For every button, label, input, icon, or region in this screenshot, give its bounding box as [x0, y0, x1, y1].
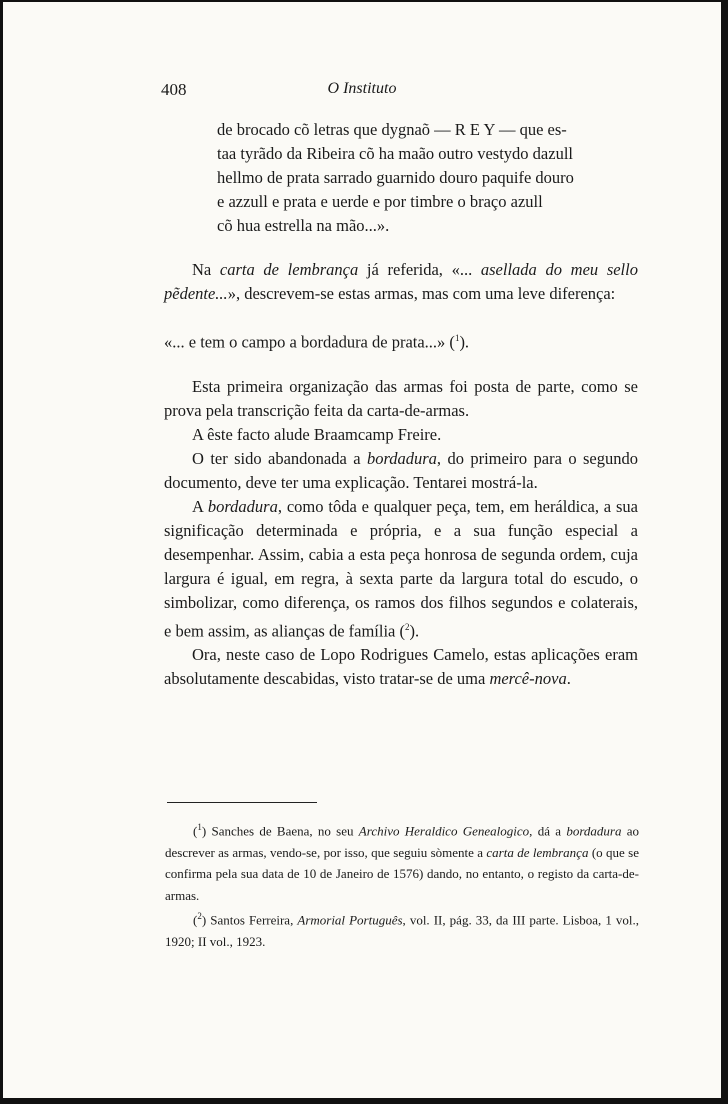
paragraph-carta-de-lembranca: Na carta de lembrança já referida, «... asellada do meu sello pẽdente...», descrevem-se estas armas, mas com uma leve diferença: — [164, 260, 638, 303]
quoted-passage: «... e tem o campo a bordadura de prata...» ($^1$). — [164, 332, 470, 352]
paragraph-bordadura-significacao: A bordadura, como tôda e qualquer peça, tem, em heráldica, a sua significação determinada e própria, e a sua função especial a desempenhar. Assim, cabia a esta peça honrosa de segunda ordem, cuja largura é igual, em regra, à sexta parte da largura total do escudo, o simbolizar, como diferença, os ramos dos filhos segundos e colaterais, e bem assim, as alianças de família ($^2$). — [164, 496, 638, 640]
footnote-2: ($^2$) Santos Ferreira, Armorial Português, vol. II, pág. 33, da III parte. Lisboa, 1 vol., 1920; II vol., 1923. — [165, 911, 639, 950]
page-number: 408 — [161, 80, 187, 99]
paragraph-braamcamp: A êste facto alude Braamcamp Freire. — [192, 424, 442, 444]
quote-line: hellmo de prata sarrado guarnido douro paquife douro — [217, 168, 574, 187]
page-header — [3, 80, 721, 104]
quoted-document — [164, 118, 638, 238]
quote-line: de brocado cõ letras que dygnaõ — R E Y — que es- — [217, 120, 567, 139]
footnotes — [165, 817, 639, 953]
running-title: O Instituto — [327, 80, 397, 97]
paragraph-lopo-rodrigues: Ora, neste caso de Lopo Rodrigues Camelo, estas aplicações eram absolutamente descabidas, visto tratar-se de uma mercê-nova. — [164, 645, 638, 688]
footnote-1: ($^1$) Sanches de Baena, no seu Archivo Heraldico Genealogico, dá a bordadura ao descrever as armas, vendo-se, por isso, que seguiu sòmente a carta de lembrança (o que se confirma pela sua data de 10 de Janeiro de 1576) dando, no entanto, o registo da carta-de-armas. — [165, 822, 640, 903]
footnote-rule — [167, 802, 317, 803]
book-page — [3, 2, 721, 1098]
paragraph-bordadura-abandonada: O ter sido abandonada a bordadura, do primeiro para o segundo documento, deve ter uma explicação. Tentarei mostrá-la. — [164, 448, 638, 492]
quote-line: cõ hua estrella na mão...». — [217, 216, 390, 235]
quote-line: taa tyrãdo da Ribeira cõ ha maão outro vestydo dazull — [217, 144, 573, 163]
paragraph-organizacao: Esta primeira organização das armas foi posta de parte, como se prova pela transcrição feita da carta-de-armas. — [164, 376, 638, 420]
footnote-ref: 2 — [405, 621, 410, 632]
quote-line: e azzull e prata e uerde e por timbre o braço azull — [217, 192, 543, 211]
footnote-ref: 1 — [454, 333, 460, 343]
body-text — [164, 118, 638, 691]
